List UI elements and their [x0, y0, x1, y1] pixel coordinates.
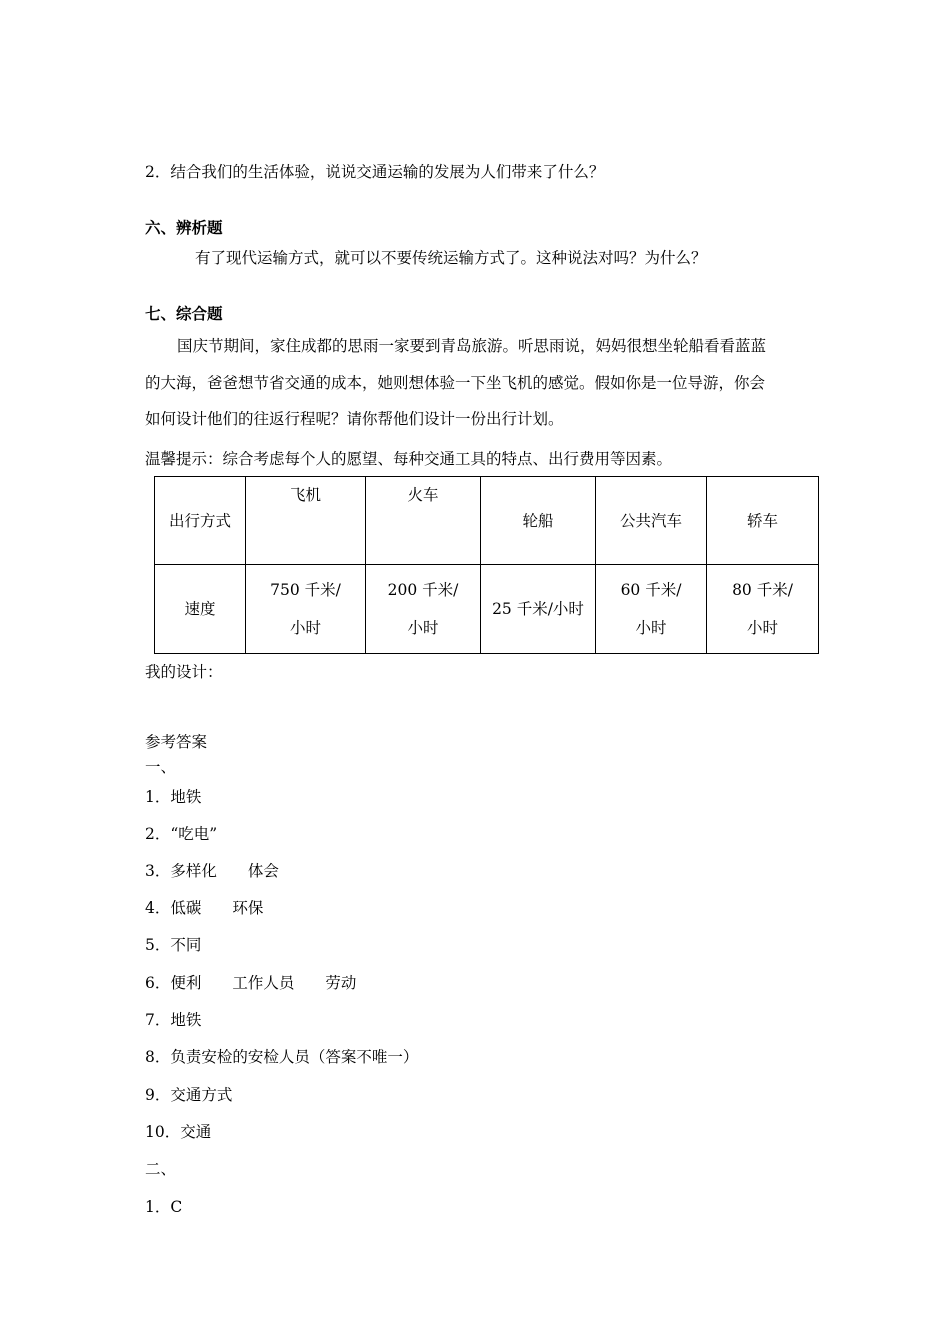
- table-header-speed: 速度: [155, 565, 246, 654]
- answer-item: 6．便利 工作人员 劳动: [145, 974, 357, 992]
- table-cell-mode: 轮船: [481, 477, 596, 565]
- table-cell-speed: [246, 565, 366, 654]
- table-cell-mode: 公共汽车: [596, 477, 707, 565]
- my-design-label: 我的设计：: [145, 663, 223, 681]
- table-cell-speed: [596, 565, 707, 654]
- answer-item: 10．交通: [145, 1123, 212, 1141]
- table-cell-mode: 飞机: [246, 477, 366, 565]
- section-7-heading: 七、综合题: [145, 304, 223, 323]
- section-6-heading: 六、辨析题: [145, 218, 223, 237]
- table-cell-speed: [707, 565, 819, 654]
- answer-item: 9．交通方式: [145, 1086, 233, 1104]
- answer-item: 7．地铁: [145, 1011, 202, 1029]
- table-cell-mode: 火车: [366, 477, 481, 565]
- transport-speed-table: [154, 476, 819, 654]
- table-cell-mode: 轿车: [707, 477, 819, 565]
- section-7-para-line-3: 如何设计他们的往返行程呢？请你帮他们设计一份出行计划。: [145, 410, 564, 428]
- answers-part-1: 一、: [145, 758, 177, 776]
- section-7-para-line-2: 的大海，爸爸想节省交通的成本，她则想体验一下坐飞机的感觉。假如你是一位导游，你会: [145, 374, 766, 392]
- answer-item: 1．C: [145, 1198, 183, 1216]
- table-cell-speed: 25 千米/小时: [481, 565, 596, 654]
- speed-value: 60 千米/小时: [620, 581, 682, 637]
- table-header-mode: 出行方式: [155, 477, 246, 565]
- answers-title: 参考答案: [145, 733, 208, 751]
- speed-value: 750 千米/小时: [270, 581, 341, 637]
- speed-value: 80 千米/小时: [732, 581, 793, 637]
- answer-item: 8．负责安检的安检人员（答案不唯一）: [145, 1048, 419, 1066]
- question-2: 2．结合我们的生活体验，说说交通运输的发展为人们带来了什么？: [145, 163, 605, 181]
- answers-part-2: 二、: [145, 1160, 177, 1178]
- answer-item: 2．“吃电”: [145, 825, 218, 843]
- section-7-para-line-1: 国庆节期间，家住成都的思雨一家要到青岛旅游。听思雨说，妈妈很想坐轮船看看蓝蓝: [177, 337, 767, 355]
- answer-item: 5．不同: [145, 936, 202, 954]
- table-row: [155, 565, 819, 654]
- answer-item: 1．地铁: [145, 788, 202, 806]
- table-row: [155, 477, 819, 565]
- table-cell-speed: [366, 565, 481, 654]
- section-7-tip: 温馨提示：综合考虑每个人的愿望、每种交通工具的特点、出行费用等因素。: [145, 450, 673, 468]
- speed-value: 200 千米/小时: [387, 581, 459, 637]
- answer-item: 4．低碳 环保: [145, 899, 264, 917]
- answer-item: 3．多样化 体会: [145, 862, 279, 880]
- section-6-text: 有了现代运输方式，就可以不要传统运输方式了。这种说法对吗？为什么？: [195, 249, 707, 267]
